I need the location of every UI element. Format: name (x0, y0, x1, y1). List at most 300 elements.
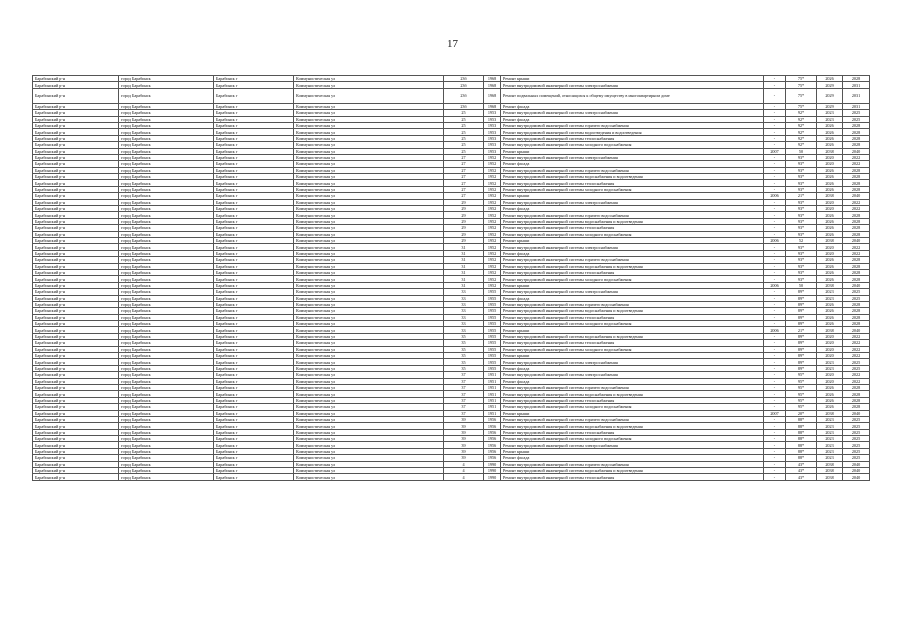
table-cell-col8: - (764, 308, 786, 314)
table-cell-start: 2023 (817, 423, 843, 429)
table-cell-year-built: 1953 (484, 142, 501, 148)
table-cell-district: Барабинский р-н (33, 340, 119, 346)
table-cell-col8: - (764, 429, 786, 435)
table-cell-start: 2026 (817, 321, 843, 327)
table-cell-year-built: 1952 (484, 180, 501, 186)
table-cell-street: Коммунистическая ул (294, 142, 444, 148)
table-cell-col8: - (764, 257, 786, 263)
table-cell-year-done: 93* (786, 257, 817, 263)
table-cell-district: Барабинский р-н (33, 206, 119, 212)
table-cell-start: 2026 (817, 225, 843, 231)
table-cell-end: 2028 (843, 129, 870, 135)
table-cell-start: 2023 (817, 436, 843, 442)
table-cell-work: Ремонт внутридомовой инженерной системы горячего водоснабжения (501, 301, 764, 307)
table-cell-locality: Барабинск г (214, 410, 294, 416)
table-cell-col8: 2006 (764, 282, 786, 288)
table-cell-col8: - (764, 129, 786, 135)
table-cell-end: 2028 (843, 174, 870, 180)
table-cell-end: 2025 (843, 423, 870, 429)
table-cell-col8: - (764, 244, 786, 250)
table-cell-end: 2025 (843, 295, 870, 301)
table-cell-end: 2028 (843, 314, 870, 320)
table-cell-year-built: 1956 (484, 455, 501, 461)
table-cell-end: 2025 (843, 442, 870, 448)
table-cell-settlement: город Барабинск (119, 269, 214, 275)
table-cell-start: 2023 (817, 295, 843, 301)
table-cell-end: 2040 (843, 193, 870, 199)
table-cell-year-done: 89* (786, 321, 817, 327)
table-cell-district: Барабинский р-н (33, 391, 119, 397)
table-cell-settlement: город Барабинск (119, 180, 214, 186)
table-cell-start: 2026 (817, 76, 843, 82)
table-cell-work: Ремонт внутридомовой инженерной системы электроснабжения (501, 359, 764, 365)
table-cell-start: 2029 (817, 88, 843, 103)
table-cell-col8: - (764, 301, 786, 307)
table-cell-start: 2026 (817, 129, 843, 135)
table-cell-work: Ремонт внутридомовой инженерной системы холодного водоснабжения (501, 346, 764, 352)
table-cell-locality: Барабинск г (214, 231, 294, 237)
table-cell-settlement: город Барабинск (119, 455, 214, 461)
table-cell-year-built: 1952 (484, 206, 501, 212)
table-cell-end: 2025 (843, 429, 870, 435)
table-cell-year-done: 89* (786, 340, 817, 346)
table-cell-start: 2020 (817, 206, 843, 212)
table-cell-year-built: 1968 (484, 82, 501, 88)
table-cell-district: Барабинский р-н (33, 378, 119, 384)
table-cell-end: 2022 (843, 340, 870, 346)
table-cell-start: 2026 (817, 314, 843, 320)
table-cell-start: 2026 (817, 142, 843, 148)
table-cell-settlement: город Барабинск (119, 365, 214, 371)
table-cell-locality: Барабинск г (214, 372, 294, 378)
table-cell-year-done: 93* (786, 231, 817, 237)
table-cell-col8: - (764, 365, 786, 371)
table-cell-end: 2040 (843, 237, 870, 243)
table-cell-street: Коммунистическая ул (294, 333, 444, 339)
table-cell-district: Барабинский р-н (33, 174, 119, 180)
table-cell-settlement: город Барабинск (119, 327, 214, 333)
table-cell-work: Ремонт внутридомовой инженерной системы горячего водоснабжения (501, 212, 764, 218)
table-cell-work: Ремонт крыши (501, 148, 764, 154)
table-cell-work: Ремонт подвальных помещений, относящихся к общему имуществу в многоквартирном доме (501, 88, 764, 103)
table-cell-district: Барабинский р-н (33, 429, 119, 435)
table-cell-locality: Барабинск г (214, 206, 294, 212)
table-cell-street: Коммунистическая ул (294, 193, 444, 199)
page-number: 17 (447, 38, 458, 50)
table-cell-district: Барабинский р-н (33, 148, 119, 154)
table-cell-house: 31 (444, 250, 484, 256)
table-cell-year-done: 92* (786, 110, 817, 116)
table-cell-col8: - (764, 206, 786, 212)
table-cell-year-built: 1952 (484, 186, 501, 192)
table-cell-year-done: 92* (786, 135, 817, 141)
table-cell-col8: - (764, 154, 786, 160)
table-cell-work: Ремонт внутридомовой инженерной системы горячего водоснабжения (501, 384, 764, 390)
table-cell-col8: 2006 (764, 237, 786, 243)
table-cell-district: Барабинский р-н (33, 186, 119, 192)
table-cell-col8: - (764, 474, 786, 480)
table-cell-locality: Барабинск г (214, 103, 294, 109)
table-cell-year-done: 93* (786, 263, 817, 269)
table-cell-year-done: 92* (786, 116, 817, 122)
table-cell-work: Ремонт крыши (501, 76, 764, 82)
table-cell-settlement: город Барабинск (119, 410, 214, 416)
table-cell-locality: Барабинск г (214, 391, 294, 397)
table-cell-settlement: город Барабинск (119, 295, 214, 301)
table-cell-house: 25 (444, 135, 484, 141)
table-cell-year-done: 89* (786, 353, 817, 359)
table-cell-locality: Барабинск г (214, 346, 294, 352)
table-cell-year-done: 20* (786, 410, 817, 416)
table-cell-house: 33 (444, 295, 484, 301)
table-cell-start: 2023 (817, 116, 843, 122)
table-cell-col8: - (764, 180, 786, 186)
table-cell-settlement: город Барабинск (119, 333, 214, 339)
table-cell-year-done: 93* (786, 218, 817, 224)
table-cell-locality: Барабинск г (214, 416, 294, 422)
table-cell-house: 35 (444, 346, 484, 352)
table-cell-year-done: 89* (786, 333, 817, 339)
table-cell-start: 2023 (817, 455, 843, 461)
table-cell-house: 27 (444, 174, 484, 180)
table-cell-settlement: город Барабинск (119, 308, 214, 314)
table-cell-street: Коммунистическая ул (294, 321, 444, 327)
table-cell-district: Барабинский р-н (33, 231, 119, 237)
table-cell-house: 35 (444, 353, 484, 359)
table-cell-house: 4 (444, 468, 484, 474)
table-cell-street: Коммунистическая ул (294, 244, 444, 250)
table-cell-year-built: 1955 (484, 327, 501, 333)
table-cell-street: Коммунистическая ул (294, 282, 444, 288)
table-cell-district: Барабинский р-н (33, 122, 119, 128)
table-cell-settlement: город Барабинск (119, 193, 214, 199)
table-cell-start: 2038 (817, 193, 843, 199)
table-cell-end: 2040 (843, 327, 870, 333)
table-cell-street: Коммунистическая ул (294, 154, 444, 160)
table-cell-locality: Барабинск г (214, 301, 294, 307)
table-cell-district: Барабинский р-н (33, 269, 119, 275)
table-cell-street: Коммунистическая ул (294, 231, 444, 237)
table-cell-start: 2038 (817, 461, 843, 467)
table-cell-locality: Барабинск г (214, 436, 294, 442)
table-cell-end: 2025 (843, 116, 870, 122)
table-cell-start: 2020 (817, 340, 843, 346)
table-cell-col8: - (764, 321, 786, 327)
table-cell-start: 2023 (817, 416, 843, 422)
table-cell-district: Барабинский р-н (33, 199, 119, 205)
table-cell-street: Коммунистическая ул (294, 110, 444, 116)
table-cell-year-built: 1953 (484, 116, 501, 122)
table-cell-work: Ремонт внутридомовой инженерной системы холодного водоснабжения (501, 142, 764, 148)
table-cell-district: Барабинский р-н (33, 365, 119, 371)
table-cell-settlement: город Барабинск (119, 244, 214, 250)
table-cell-street: Коммунистическая ул (294, 186, 444, 192)
table-cell-col8: - (764, 378, 786, 384)
table-cell-house: 39 (444, 429, 484, 435)
table-cell-end: 2028 (843, 321, 870, 327)
table-cell-district: Барабинский р-н (33, 423, 119, 429)
table-cell-start: 2026 (817, 257, 843, 263)
table-cell-work: Ремонт внутридомовой инженерной системы водоснабжения и водоотведения (501, 174, 764, 180)
table-cell-year-done: 95* (786, 384, 817, 390)
table-cell-house: 37 (444, 391, 484, 397)
table-cell-col8: 2007 (764, 410, 786, 416)
table-cell-end: 2022 (843, 206, 870, 212)
table-cell-start: 2026 (817, 276, 843, 282)
table-cell-district: Барабинский р-н (33, 410, 119, 416)
table-cell-district: Барабинский р-н (33, 448, 119, 454)
table-cell-year-built: 1952 (484, 263, 501, 269)
table-cell-work: Ремонт внутридомовой инженерной системы горячего водоснабжения (501, 257, 764, 263)
table-cell-work: Ремонт внутридомовой инженерной системы холодного водоснабжения (501, 436, 764, 442)
table-cell-work: Ремонт внутридомовой инженерной системы теплоснабжения (501, 474, 764, 480)
table-cell-year-done: 92* (786, 129, 817, 135)
table-cell-settlement: город Барабинск (119, 212, 214, 218)
table-cell-year-built: 1955 (484, 301, 501, 307)
table-cell-street: Коммунистическая ул (294, 308, 444, 314)
table-cell-year-built: 1990 (484, 474, 501, 480)
table-cell-street: Коммунистическая ул (294, 442, 444, 448)
table-cell-house: 39 (444, 436, 484, 442)
table-cell-end: 2040 (843, 461, 870, 467)
table-cell-settlement: город Барабинск (119, 167, 214, 173)
table-cell-street: Коммунистическая ул (294, 276, 444, 282)
table-cell-start: 2026 (817, 122, 843, 128)
table-cell-settlement: город Барабинск (119, 110, 214, 116)
table-cell-year-done: 88* (786, 442, 817, 448)
table-cell-settlement: город Барабинск (119, 82, 214, 88)
table-cell-work: Ремонт внутридомовой инженерной системы холодного водоснабжения (501, 321, 764, 327)
table-cell-district: Барабинский р-н (33, 88, 119, 103)
table-cell-col8: - (764, 88, 786, 103)
table-cell-work: Ремонт фасада (501, 365, 764, 371)
table-cell-year-built: 1952 (484, 231, 501, 237)
table-cell-col8: - (764, 199, 786, 205)
table-cell-work: Ремонт внутридомовой инженерной системы водоснабжения и водоотведения (501, 468, 764, 474)
table-cell-year-done: 43* (786, 474, 817, 480)
table-cell-end: 2040 (843, 468, 870, 474)
table-cell-street: Коммунистическая ул (294, 397, 444, 403)
table-cell-year-built: 1951 (484, 372, 501, 378)
table-cell-district: Барабинский р-н (33, 327, 119, 333)
table-cell-work: Ремонт крыши (501, 353, 764, 359)
table-cell-col8: - (764, 448, 786, 454)
table-cell-col8: - (764, 289, 786, 295)
table-cell-year-done: 93* (786, 225, 817, 231)
table-cell-district: Барабинский р-н (33, 468, 119, 474)
table-cell-work: Ремонт фасада (501, 161, 764, 167)
table-cell-district: Барабинский р-н (33, 250, 119, 256)
table-cell-house: 29 (444, 225, 484, 231)
repair-schedule-table (32, 75, 870, 481)
table-cell-house: 33 (444, 289, 484, 295)
table-cell-settlement: город Барабинск (119, 218, 214, 224)
table-cell-end: 2031 (843, 82, 870, 88)
table-cell-col8: - (764, 333, 786, 339)
table-cell-settlement: город Барабинск (119, 384, 214, 390)
table-cell-year-built: 1952 (484, 269, 501, 275)
table-cell-settlement: город Барабинск (119, 199, 214, 205)
table-cell-settlement: город Барабинск (119, 474, 214, 480)
table-cell-work: Ремонт внутридомовой инженерной системы холодного водоснабжения (501, 186, 764, 192)
table-cell-col8: - (764, 225, 786, 231)
table-cell-col8: - (764, 263, 786, 269)
table-cell-locality: Барабинск г (214, 423, 294, 429)
table-cell-house: 33 (444, 321, 484, 327)
table-cell-col8: - (764, 103, 786, 109)
table-cell-year-built: 1952 (484, 244, 501, 250)
table-cell-end: 2022 (843, 250, 870, 256)
table-cell-locality: Барабинск г (214, 148, 294, 154)
table-cell-col8: - (764, 212, 786, 218)
table-cell-year-built: 1955 (484, 308, 501, 314)
table-cell-settlement: город Барабинск (119, 174, 214, 180)
table-cell-settlement: город Барабинск (119, 378, 214, 384)
table-cell-house: 35 (444, 359, 484, 365)
table-cell-street: Коммунистическая ул (294, 180, 444, 186)
table-cell-settlement: город Барабинск (119, 404, 214, 410)
table-cell-year-built: 1955 (484, 295, 501, 301)
table-cell-work: Ремонт внутридомовой инженерной системы водоотведения и водоотведения (501, 129, 764, 135)
table-cell-house: 23б (444, 88, 484, 103)
table-cell-end: 2028 (843, 225, 870, 231)
table-cell-col8: - (764, 346, 786, 352)
table-cell-street: Коммунистическая ул (294, 206, 444, 212)
table-cell-district: Барабинский р-н (33, 289, 119, 295)
table-cell-work: Ремонт крыши (501, 237, 764, 243)
table-cell-year-built: 1951 (484, 410, 501, 416)
table-cell-district: Барабинский р-н (33, 193, 119, 199)
table-cell-year-done: 21* (786, 327, 817, 333)
table-cell-work: Ремонт внутридомовой инженерной системы горячего водоснабжения (501, 167, 764, 173)
table-cell-col8: - (764, 276, 786, 282)
table-cell-year-done: 93* (786, 250, 817, 256)
table-cell-locality: Барабинск г (214, 455, 294, 461)
table-cell-start: 2026 (817, 384, 843, 390)
table-cell-street: Коммунистическая ул (294, 468, 444, 474)
table-cell-year-done: 88* (786, 416, 817, 422)
table-cell-start: 2020 (817, 154, 843, 160)
table-cell-locality: Барабинск г (214, 474, 294, 480)
table-cell-street: Коммунистическая ул (294, 372, 444, 378)
table-cell-year-built: 1955 (484, 314, 501, 320)
table-cell-year-done: 95* (786, 397, 817, 403)
table-cell-end: 2022 (843, 353, 870, 359)
table-cell-district: Барабинский р-н (33, 116, 119, 122)
table-cell-col8: - (764, 391, 786, 397)
table-cell-house: 37 (444, 372, 484, 378)
table-cell-work: Ремонт фасада (501, 116, 764, 122)
table-cell-start: 2026 (817, 391, 843, 397)
table-cell-year-done: 88* (786, 429, 817, 435)
table-cell-work: Ремонт внутридомовой инженерной системы теплоснабжения (501, 340, 764, 346)
table-cell-year-done: 93* (786, 199, 817, 205)
table-cell-district: Барабинский р-н (33, 359, 119, 365)
table-cell-year-built: 1953 (484, 110, 501, 116)
table-cell-year-done: 93* (786, 206, 817, 212)
table-cell-district: Барабинский р-н (33, 225, 119, 231)
table-cell-settlement: город Барабинск (119, 142, 214, 148)
table-cell-end: 2025 (843, 110, 870, 116)
table-cell-start: 2023 (817, 289, 843, 295)
table-cell-work: Ремонт внутридомовой инженерной системы водоснабжения и водоотведения (501, 333, 764, 339)
table-cell-house: 25 (444, 122, 484, 128)
table-cell-settlement: город Барабинск (119, 397, 214, 403)
table-cell-year-built: 1956 (484, 416, 501, 422)
table-cell-col8: - (764, 314, 786, 320)
table-cell-start: 2038 (817, 474, 843, 480)
table-cell-start: 2026 (817, 263, 843, 269)
table-cell-district: Барабинский р-н (33, 436, 119, 442)
table-cell-start: 2029 (817, 103, 843, 109)
table-cell-start: 2026 (817, 135, 843, 141)
table-cell-work: Ремонт крыши (501, 282, 764, 288)
table-cell-start: 2026 (817, 186, 843, 192)
table-cell-year-done: 93* (786, 167, 817, 173)
table-cell-settlement: город Барабинск (119, 263, 214, 269)
table-cell-locality: Барабинск г (214, 442, 294, 448)
table-cell-house: 37 (444, 378, 484, 384)
table-cell-street: Коммунистическая ул (294, 116, 444, 122)
table-cell-locality: Барабинск г (214, 180, 294, 186)
table-cell-settlement: город Барабинск (119, 359, 214, 365)
table-cell-street: Коммунистическая ул (294, 129, 444, 135)
table-cell-settlement: город Барабинск (119, 353, 214, 359)
table-cell-end: 2028 (843, 269, 870, 275)
table-cell-street: Коммунистическая ул (294, 263, 444, 269)
table-cell-year-built: 1956 (484, 423, 501, 429)
table-cell-locality: Барабинск г (214, 429, 294, 435)
table-cell-locality: Барабинск г (214, 295, 294, 301)
table-cell-district: Барабинский р-н (33, 333, 119, 339)
table-cell-street: Коммунистическая ул (294, 391, 444, 397)
table-cell-year-built: 1951 (484, 397, 501, 403)
table-cell-end: 2028 (843, 301, 870, 307)
table-cell-district: Барабинский р-н (33, 276, 119, 282)
table-cell-settlement: город Барабинск (119, 340, 214, 346)
table-cell-district: Барабинский р-н (33, 129, 119, 135)
table-cell-street: Коммунистическая ул (294, 327, 444, 333)
table-cell-street: Коммунистическая ул (294, 122, 444, 128)
table-cell-start: 2026 (817, 269, 843, 275)
table-cell-settlement: город Барабинск (119, 225, 214, 231)
table-cell-year-built: 1952 (484, 257, 501, 263)
table-cell-end: 2025 (843, 365, 870, 371)
table-cell-end: 2028 (843, 391, 870, 397)
table-cell-district: Барабинский р-н (33, 180, 119, 186)
table-cell-year-built: 1953 (484, 122, 501, 128)
table-cell-year-done: 93* (786, 276, 817, 282)
table-cell-end: 2028 (843, 167, 870, 173)
table-cell-year-built: 1952 (484, 282, 501, 288)
table-cell-start: 2038 (817, 327, 843, 333)
table-cell-year-done: 93* (786, 161, 817, 167)
table-cell-col8: - (764, 116, 786, 122)
table-cell-year-done: 75* (786, 88, 817, 103)
table-cell-house: 27 (444, 167, 484, 173)
table-cell-settlement: город Барабинск (119, 391, 214, 397)
table-cell-work: Ремонт внутридомовой инженерной системы теплоснабжения (501, 135, 764, 141)
table-cell-settlement: город Барабинск (119, 154, 214, 160)
table-cell-year-built: 1952 (484, 174, 501, 180)
table-cell-house: 31 (444, 282, 484, 288)
table-cell-end: 2028 (843, 218, 870, 224)
table-cell-house: 29 (444, 237, 484, 243)
table-cell-year-built: 1955 (484, 359, 501, 365)
table-cell-settlement: город Барабинск (119, 282, 214, 288)
table-cell-locality: Барабинск г (214, 448, 294, 454)
table-cell-street: Коммунистическая ул (294, 135, 444, 141)
